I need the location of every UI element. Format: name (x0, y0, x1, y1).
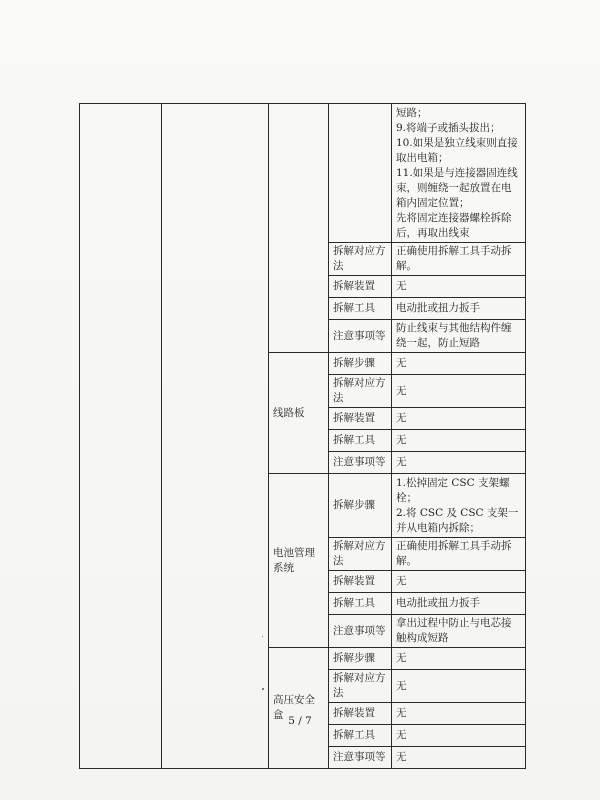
scan-speck (262, 688, 264, 690)
device-value: 无 (392, 571, 526, 593)
tool-label: 拆解工具 (329, 593, 392, 615)
component-name-cell: 线路板 (269, 353, 329, 474)
tool-value: 无 (392, 725, 526, 747)
steps-label-cell (329, 104, 392, 243)
component-cell (269, 104, 329, 353)
method-label: 拆解对应方法 (329, 538, 392, 571)
notes-value: 防止线束与其他结构件缠绕一起，防止短路 (392, 320, 526, 353)
method-label: 拆解对应方法 (329, 375, 392, 408)
scan-speck (262, 636, 263, 637)
steps-label: 拆解步骤 (329, 353, 392, 375)
notes-value: 无 (392, 747, 526, 769)
method-value: 正确使用拆解工具手动拆解。 (392, 538, 526, 571)
device-label: 拆解装置 (329, 276, 392, 298)
device-label: 拆解装置 (329, 703, 392, 725)
device-value: 无 (392, 408, 526, 430)
method-value: 无 (392, 670, 526, 703)
tool-label: 拆解工具 (329, 725, 392, 747)
category-cell (80, 104, 162, 769)
method-value: 无 (392, 375, 526, 408)
method-value: 正确使用拆解工具手动拆解。 (392, 243, 526, 276)
steps-value: 无 (392, 353, 526, 375)
tool-label: 拆解工具 (329, 430, 392, 452)
component-name-cell: 高压安全盒 (269, 648, 329, 769)
steps-value-cell: 短路； 9.将端子或插头拔出； 10.如果是独立线束则直接取出电箱； 11.如果是与连接器固连线束，则缠绕一起放置在电箱内固定位置； 先将固定连接器螺栓拆除后，再取出线束 (392, 104, 526, 243)
notes-value: 无 (392, 452, 526, 474)
steps-label: 拆解步骤 (329, 474, 392, 538)
tool-value: 电动批或扭力扳手 (392, 593, 526, 615)
steps-label: 拆解步骤 (329, 648, 392, 670)
steps-value: 无 (392, 648, 526, 670)
method-label: 拆解对应方法 (329, 243, 392, 276)
page-number: 5 / 7 (288, 715, 312, 727)
steps-value: 1.松掉固定 CSC 支架螺栓； 2.将 CSC 及 CSC 支架一并从电箱内拆除； (392, 474, 526, 538)
tool-value: 无 (392, 430, 526, 452)
notes-label: 注意事项等 (329, 615, 392, 648)
disassembly-table (79, 103, 526, 769)
device-value: 无 (392, 703, 526, 725)
tool-value: 电动批或扭力扳手 (392, 298, 526, 320)
table-row (80, 104, 526, 243)
tool-label: 拆解工具 (329, 298, 392, 320)
device-label: 拆解装置 (329, 571, 392, 593)
notes-label: 注意事项等 (329, 452, 392, 474)
notes-value: 拿出过程中防止与电芯接触构成短路 (392, 615, 526, 648)
component-name-cell: 电池管理系统 (269, 474, 329, 648)
subcategory-cell (162, 104, 269, 769)
device-value: 无 (392, 276, 526, 298)
notes-label: 注意事项等 (329, 747, 392, 769)
method-label: 拆解对应方法 (329, 670, 392, 703)
device-label: 拆解装置 (329, 408, 392, 430)
notes-label: 注意事项等 (329, 320, 392, 353)
